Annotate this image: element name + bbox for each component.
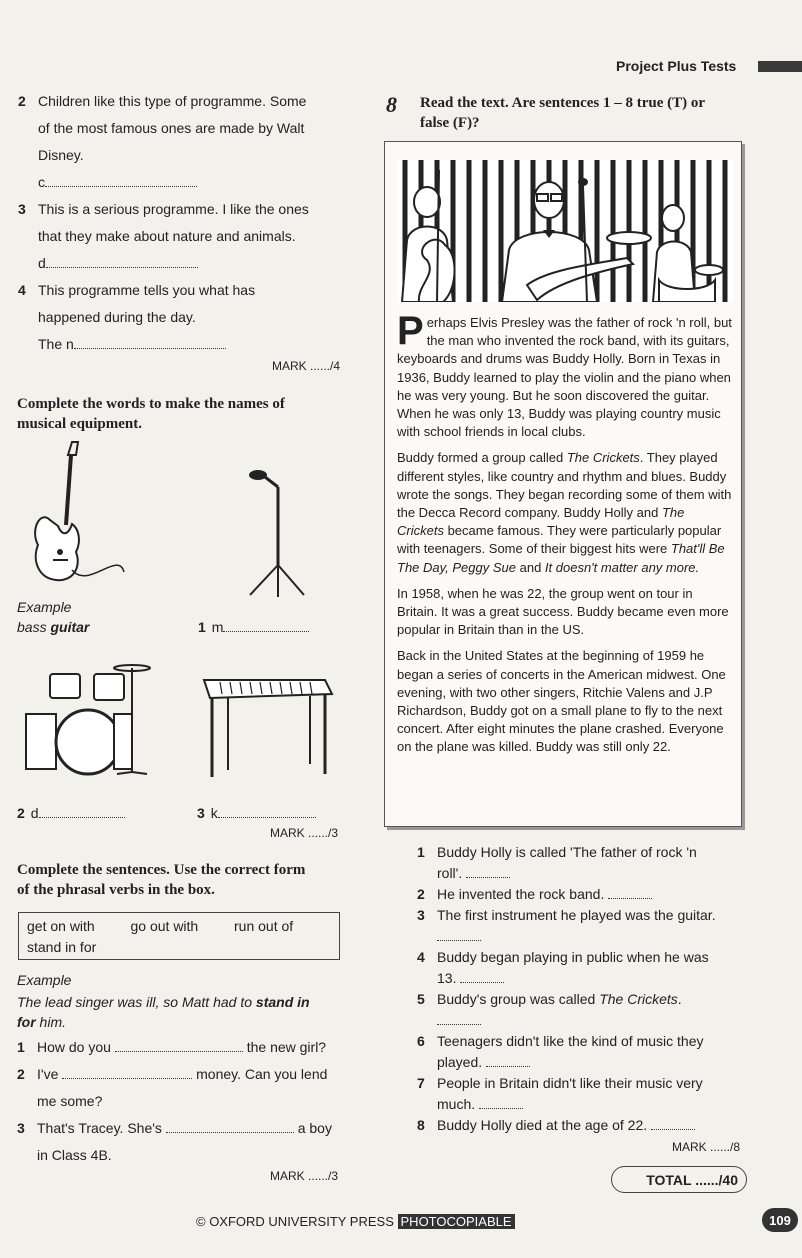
paragraph-1: Perhaps Elvis Presley was the father of rock 'n roll, but the man who invented the rock band, with its guitars, keyboards and drums was Buddy Holly. Born in Texas in 1936, Buddy learned to play the violin and the piano when he was very young. But he soon discovered the guitar. When he was only 13, Buddy was playing country music with school friends in local clubs. xyxy=(397,309,732,440)
tf-item: 7 People in Britain didn't like their music very xyxy=(417,1075,703,1091)
answer-blank[interactable] xyxy=(608,887,652,899)
page-number: 109 xyxy=(762,1208,798,1232)
answer-blank[interactable] xyxy=(460,971,504,983)
example-label: Example xyxy=(17,599,72,615)
reading-text xyxy=(397,309,733,765)
tf-item: 5 Buddy's group was called The Crickets. xyxy=(417,991,682,1007)
answer-blank[interactable] xyxy=(74,337,226,349)
bass-guitar-icon xyxy=(28,440,128,590)
tf-item: 8 Buddy Holly died at the age of 22. xyxy=(417,1115,752,1136)
tf-item: 3 The first instrument he played was the guitar. xyxy=(417,907,716,923)
microphone-stand-icon xyxy=(220,465,310,600)
tf-item: 1 Buddy Holly is called 'The father of rock 'n xyxy=(417,844,697,860)
mark-section-6: MARK ....../3 xyxy=(270,826,339,840)
answer-blank[interactable] xyxy=(45,175,197,187)
header-title: Project Plus Tests xyxy=(616,58,737,74)
header-bar xyxy=(758,61,802,72)
section-8-number: 8 xyxy=(386,92,397,117)
answer-blank[interactable] xyxy=(115,1040,243,1052)
phrasal-items: 1 How do you the new girl? 2 I've money. Can you lend me some? 3 That's Tracey. She's a boy in Class 4B. xyxy=(17,1039,332,1163)
total-score-box: TOTAL ....../40 xyxy=(611,1166,747,1193)
band-illustration xyxy=(397,160,733,302)
tf-item: 4 Buddy began playing in public when he was xyxy=(417,949,709,965)
tf-item: 2 He invented the rock band. xyxy=(417,884,752,905)
equipment-item-1: 1 m xyxy=(198,619,309,635)
tf-item: 6 Teenagers didn't like the kind of music they xyxy=(417,1033,704,1049)
section-8-title: Read the text. Are sentences 1 – 8 true (T) or false (F)? xyxy=(420,95,706,131)
phrasal-verb-box: get on with go out with run out of stand in for xyxy=(18,912,340,960)
footer-copyright: © OXFORD UNIVERSITY PRESS PHOTOCOPIABLE xyxy=(196,1214,515,1229)
answer-blank[interactable] xyxy=(223,620,309,632)
section-6-title: Complete the words to make the names of musical equipment. xyxy=(17,396,285,432)
example-answer: bass guitar xyxy=(17,619,90,635)
answer-blank[interactable] xyxy=(39,806,125,818)
keyboard-icon xyxy=(200,672,335,782)
true-false-items: 1 Buddy Holly is called 'The father of rock 'n roll'. 2 He invented the rock band. 3 The first instrument he played was the guitar. 4 Buddy began playing in public when he was 13. 5 Buddy's group was called The Crickets. 6 Teenagers didn't like the kind of music they played. 7 People in Britain didn't like their music very much. 8 Buddy Holly died at the age of 22. xyxy=(417,842,752,1136)
paragraph-4: Back in the United States at the beginning of 1959 he began a series of concerts in the American midwest. One evening, with two other singers, Ritchie Valens and J.P Richardson, Buddy got on a small plane to fly to the next concert. After eight minutes the plane crashed. Everyone on the plane was killed. Buddy was still only 22. xyxy=(397,648,726,755)
reading-text-box xyxy=(384,141,742,827)
paragraph-2: Buddy formed a group called The Crickets. They played different styles, like country and rhythm and blues. Buddy wrote the songs. They began recording some of them with the Decca Record company. Buddy Holly and The Crickets became famous. They were particularly popular with teenagers. Some of their biggest hits were That'll Be The Day, Peggy Sue and It doesn't matter any more. xyxy=(397,450,732,575)
section-7-title: Complete the sentences. Use the correct form of the phrasal verbs in the box. xyxy=(17,862,306,898)
equipment-item-2: 2 d xyxy=(17,805,125,821)
answer-blank[interactable] xyxy=(437,1013,481,1025)
answer-blank[interactable] xyxy=(479,1097,523,1109)
programme-questions: 2 Children like this type of programme. Some of the most famous ones are made by Walt Disney. c 3 This is a serious programme. I like the ones that they make about nature and animals. d 4 This programme tells you what has happened during the day. The n xyxy=(18,93,309,352)
answer-blank[interactable] xyxy=(437,929,481,941)
photocopiable-badge: PHOTOCOPIABLE xyxy=(398,1214,515,1229)
mark-section-5: MARK ....../4 xyxy=(272,359,341,373)
answer-blank[interactable] xyxy=(166,1121,294,1133)
mark-section-8: MARK ....../8 xyxy=(672,1140,741,1154)
mark-section-7: MARK ....../3 xyxy=(270,1169,339,1183)
drum-kit-icon xyxy=(22,662,152,777)
answer-blank[interactable] xyxy=(62,1067,192,1079)
answer-blank[interactable] xyxy=(486,1055,530,1067)
example-sentence: The lead singer was ill, so Matt had to stand in for him. xyxy=(17,994,310,1030)
example-label-7: Example xyxy=(17,972,72,988)
answer-blank[interactable] xyxy=(46,256,198,268)
answer-blank[interactable] xyxy=(218,806,316,818)
answer-blank[interactable] xyxy=(651,1118,695,1130)
equipment-item-3: 3 k xyxy=(197,805,316,821)
answer-blank[interactable] xyxy=(466,866,510,878)
paragraph-3: In 1958, when he was 22, the group went on tour in Britain. It was a great success. Buddy became even more popular in Britain than in the US. xyxy=(397,585,729,638)
